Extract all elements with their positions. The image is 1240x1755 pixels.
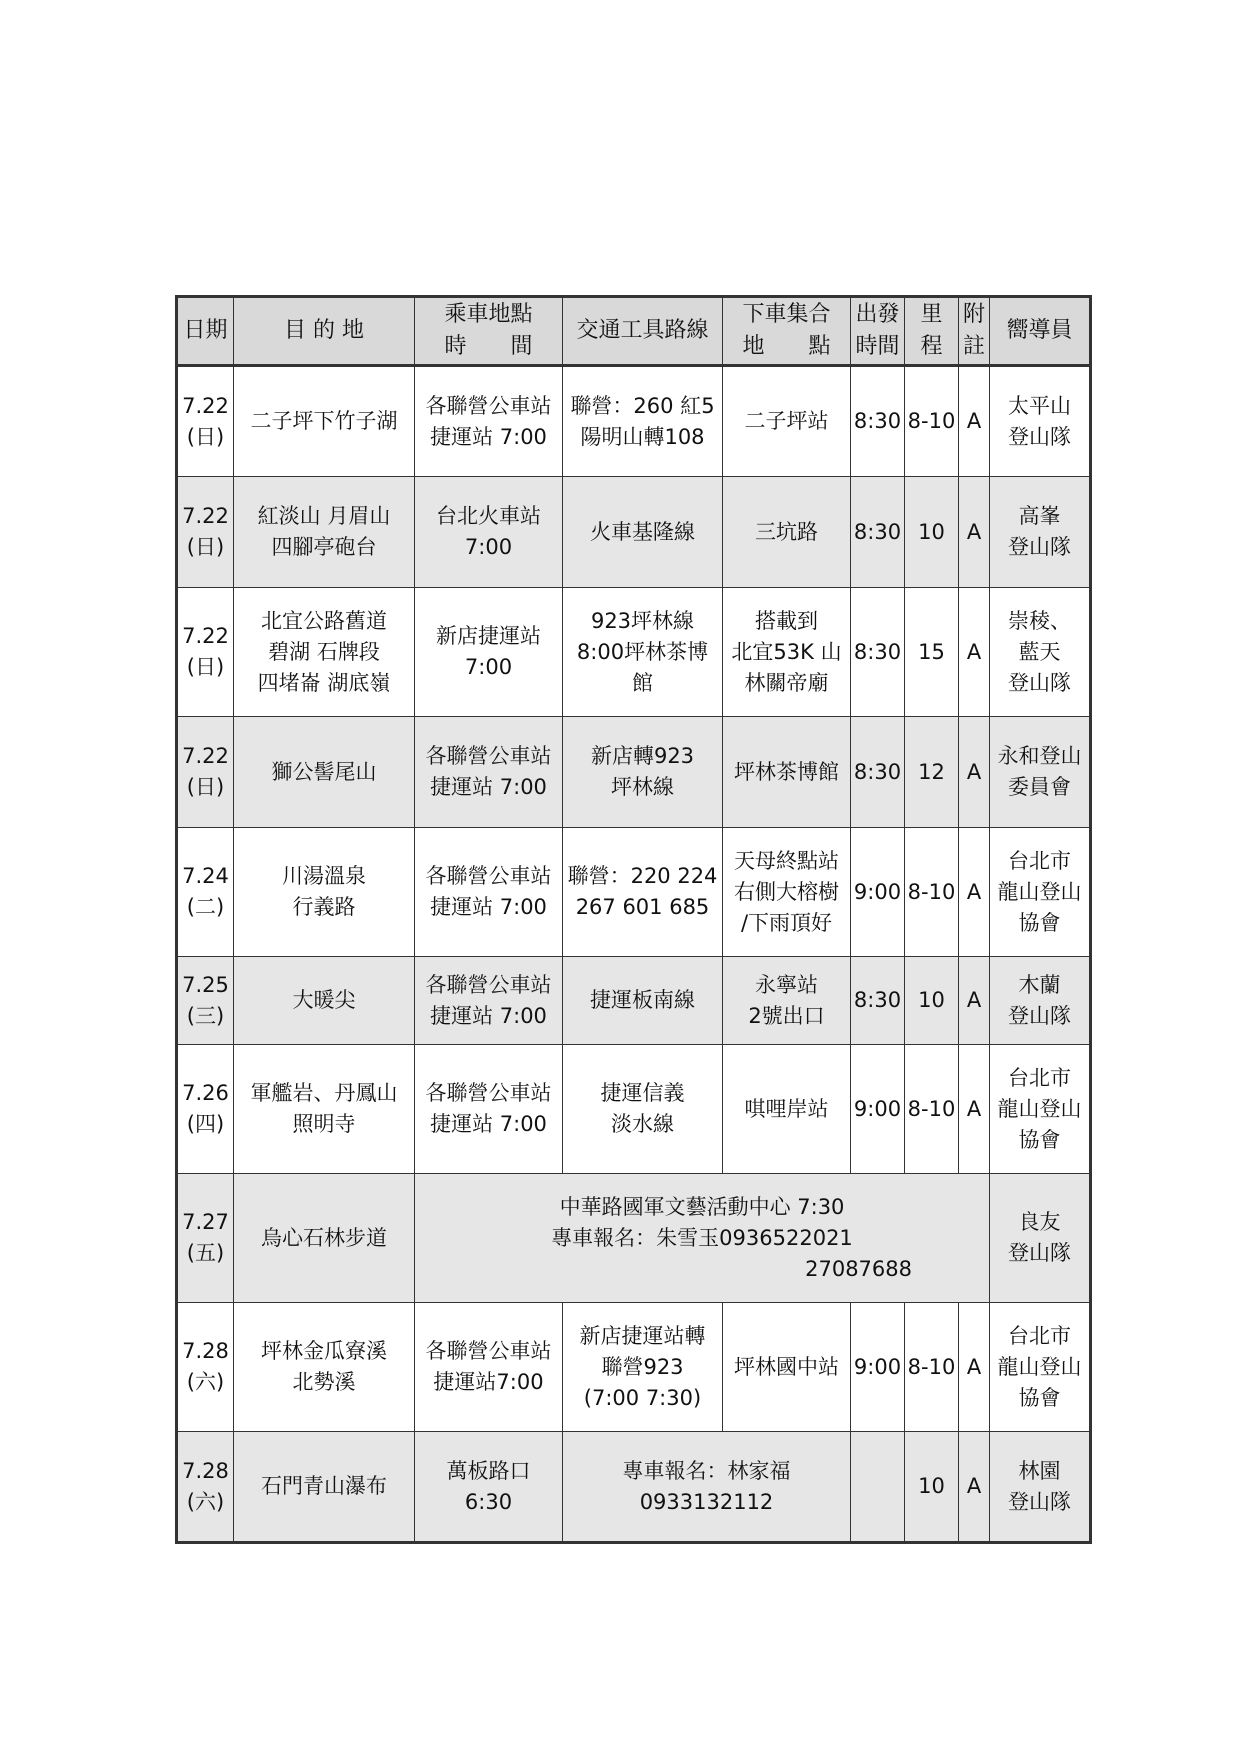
depart-cell-value: 8:30 [853,409,902,433]
distance-cell [905,828,959,957]
depart-cell-value: 8:30 [853,759,902,784]
distance-cell-value: 8-10 [907,409,956,433]
leader-cell-line: 龍山登山 [997,879,1082,904]
weekday-value: (日) [186,655,225,679]
transport-cell-line: 捷運信義 [600,1081,685,1105]
leader-cell-line: 藍天 [1018,639,1061,664]
date-cell [177,717,234,828]
gathering-cell-line: /下雨頂好 [740,910,833,935]
header-depart-line1: 出發 [855,302,900,327]
leader-cell-line: 台北市 [1008,1323,1071,1348]
table-row [177,957,1091,1045]
date-cell [177,1303,234,1432]
gathering-cell-line: 坪林國中站 [734,1354,839,1379]
header-gathering-line2: 地 點 [742,334,831,359]
date-cell [177,477,234,588]
boarding-cell-line: 各聯營公車站 [425,1339,552,1363]
gathering-cell [723,828,851,957]
schedule-body [177,366,1091,1543]
transport-cell [563,1303,723,1432]
header-destination [234,297,415,366]
weekday-value: (六) [186,1489,225,1514]
destination-cell-line: 坪林金瓜寮溪 [261,1339,387,1363]
merged-transport-cell-line: 專車報名：林家福 [622,1458,791,1483]
boarding-cell-line: 台北火車站 [436,504,541,528]
depart-cell-value: 9:00 [853,1354,902,1379]
leader-cell [990,957,1091,1045]
depart-cell-value: 8:30 [853,519,902,544]
leader-cell-line: 龍山登山 [997,1096,1082,1121]
header-gathering-line1: 下車集合 [742,302,831,327]
destination-cell [234,957,415,1045]
distance-cell-value: 12 [918,759,945,784]
merged-info-cell-line: 27087688 [805,1256,912,1281]
boarding-cell-line: 新店捷運站 [436,624,541,648]
note-cell-value: A [966,519,982,544]
weekday-value: (日) [186,775,225,799]
date-cell [177,366,234,477]
distance-cell-value: 15 [918,639,945,664]
destination-cell-line: 四腳亭砲台 [271,535,377,559]
depart-cell [851,477,905,588]
leader-cell-line: 委員會 [1008,775,1071,799]
merged-info-cell-line: 專車報名：朱雪玉0936522021 [551,1225,853,1250]
boarding-cell [415,717,563,828]
leader-cell-line: 登山隊 [1008,1003,1071,1028]
note-cell-value: A [966,1474,982,1498]
transport-cell-line: 火車基隆線 [590,519,695,544]
transport-cell-line: 聯營：220 224 [567,864,718,888]
destination-cell-line: 烏心石林步道 [261,1225,387,1250]
destination-cell [234,1045,415,1174]
leader-cell [990,1303,1091,1432]
boarding-cell-line: 萬板路口 [446,1458,531,1483]
destination-cell-line: 川湯溫泉 [282,864,366,888]
boarding-cell [415,1432,563,1543]
header-boarding-line2: 時 間 [444,334,533,359]
leader-cell-line: 永和登山 [997,744,1082,768]
depart-cell [851,1303,905,1432]
date-value: 7.25 [182,972,229,997]
destination-cell [234,1174,415,1303]
leader-cell [990,477,1091,588]
destination-cell-line: 紅淡山 月眉山 [257,504,391,528]
destination-cell [234,477,415,588]
gathering-cell-line: 坪林茶博館 [734,759,839,784]
header-gathering [723,297,851,366]
merged-info-cell [415,1174,990,1303]
boarding-cell-line: 捷運站 7:00 [430,1003,547,1028]
note-cell [959,1432,990,1543]
leader-cell-line: 協會 [1018,1127,1061,1152]
distance-cell [905,588,959,717]
depart-cell-value: 8:30 [853,639,902,664]
date-value: 7.22 [182,393,229,418]
gathering-cell [723,1303,851,1432]
header-date [177,297,234,366]
leader-cell [990,366,1091,477]
gathering-cell-line: 北宜53K 山 [731,639,842,664]
transport-cell-line: 新店捷運站轉 [579,1323,706,1348]
destination-cell-line: 二子坪下竹子湖 [250,409,398,433]
transport-cell-line: 坪林線 [611,775,674,799]
leader-cell [990,588,1091,717]
gathering-cell-line: 林關帝廟 [744,670,829,695]
leader-cell [990,717,1091,828]
distance-cell-value: 10 [918,1474,945,1498]
note-cell-value: A [966,759,982,784]
note-cell [959,717,990,828]
depart-cell-value: 8:30 [853,988,902,1012]
date-value: 7.27 [182,1210,229,1234]
destination-cell [234,717,415,828]
distance-cell-value: 10 [918,988,945,1012]
depart-cell [851,588,905,717]
date-cell [177,588,234,717]
boarding-cell [415,828,563,957]
leader-cell-line: 登山隊 [1008,1489,1071,1514]
header-note [959,297,990,366]
note-cell-value: A [966,988,982,1012]
gathering-cell [723,477,851,588]
boarding-cell [415,957,563,1045]
leader-cell-line: 登山隊 [1008,424,1071,449]
leader-cell-line: 台北市 [1008,1065,1071,1090]
distance-cell [905,957,959,1045]
note-cell-value: A [966,639,982,664]
leader-cell [990,1432,1091,1543]
transport-cell-line: (7:00 7:30) [583,1385,702,1410]
destination-cell [234,828,415,957]
note-cell [959,828,990,957]
boarding-cell [415,366,563,477]
boarding-cell-line: 6:30 [464,1489,513,1514]
table-row [177,1045,1091,1174]
gathering-cell [723,1045,851,1174]
leader-cell-line: 太平山 [1008,393,1071,418]
distance-cell-value: 10 [918,519,945,544]
date-cell [177,1174,234,1303]
table-row [177,1303,1091,1432]
gathering-cell [723,588,851,717]
gathering-cell-line: 搭載到 [755,608,818,633]
transport-cell-line: 聯營923 [601,1354,684,1379]
boarding-cell-line: 捷運站 7:00 [430,424,547,449]
transport-cell-line: 267 601 685 [575,895,710,919]
transport-cell [563,957,723,1045]
transport-cell-line: 陽明山轉108 [580,424,705,449]
boarding-cell [415,1303,563,1432]
destination-cell-line: 碧湖 石牌段 [268,639,380,664]
destination-cell-line: 軍艦岩、丹鳳山 [250,1081,398,1105]
destination-cell-line: 北勢溪 [292,1370,356,1394]
transport-cell [563,366,723,477]
depart-cell [851,717,905,828]
destination-cell-line: 四堵崙 湖底嶺 [257,670,391,695]
header-transport [563,297,723,366]
destination-cell [234,588,415,717]
leader-cell-line: 林園 [1018,1458,1061,1483]
gathering-cell-line: 2號出口 [748,1003,825,1028]
boarding-cell-line: 各聯營公車站 [425,393,552,418]
distance-cell-value: 8-10 [907,879,956,904]
table-row [177,1174,1091,1303]
gathering-cell-line: 天母終點站 [734,848,839,873]
destination-cell-line: 北宜公路舊道 [261,608,387,633]
destination-cell [234,1303,415,1432]
depart-cell [851,957,905,1045]
leader-cell-line: 台北市 [1008,848,1071,873]
boarding-cell [415,1045,563,1174]
header-boarding-line1: 乘車地點 [444,302,533,327]
header-note-line1: 附 [962,302,985,327]
leader-cell-line: 良友 [1018,1210,1061,1234]
transport-cell [563,477,723,588]
date-cell [177,1432,234,1543]
header-depart-line2: 時間 [855,334,900,359]
merged-transport-cell [563,1432,851,1543]
table-row [177,477,1091,588]
transport-cell [563,828,723,957]
note-cell [959,957,990,1045]
depart-cell-value: 9:00 [853,1096,902,1121]
gathering-cell-line: 唭哩岸站 [744,1096,829,1121]
note-cell-value: A [966,1354,982,1379]
boarding-cell-line: 捷運站 7:00 [430,895,547,919]
boarding-cell-line: 捷運站 7:00 [430,775,547,799]
leader-cell-line: 崇稜、 [1008,608,1071,633]
transport-cell-line: 捷運板南線 [590,988,695,1012]
table-row [177,828,1091,957]
distance-cell [905,1045,959,1174]
gathering-cell-line: 二子坪站 [744,409,829,433]
leader-cell-line: 高峯 [1018,504,1061,528]
boarding-cell-line: 捷運站 7:00 [430,1112,547,1136]
date-value: 7.22 [182,624,229,648]
boarding-cell-line: 各聯營公車站 [425,1081,552,1105]
leader-cell [990,1045,1091,1174]
header-leader-label: 嚮導員 [1006,318,1073,343]
gathering-cell-line: 三坑路 [755,519,818,544]
distance-cell [905,1303,959,1432]
boarding-cell-line: 7:00 [464,535,513,559]
note-cell-value: A [966,1096,982,1121]
leader-cell [990,828,1091,957]
leader-cell-line: 協會 [1018,1385,1061,1410]
weekday-value: (四) [186,1112,225,1136]
date-cell [177,957,234,1045]
header-date-label: 日期 [183,318,228,343]
date-value: 7.28 [182,1339,229,1363]
gathering-cell-line: 永寧站 [755,972,818,997]
boarding-cell [415,588,563,717]
boarding-cell-line: 7:00 [464,655,513,679]
distance-cell-value: 8-10 [907,1096,956,1121]
weekday-value: (二) [186,895,225,919]
weekday-value: (三) [186,1003,225,1028]
depart-cell [851,366,905,477]
note-cell [959,588,990,717]
destination-cell-line: 大暖尖 [292,988,356,1012]
date-cell [177,828,234,957]
leader-cell-line: 協會 [1018,910,1061,935]
destination-cell-line: 照明寺 [292,1112,356,1136]
header-distance-line1: 里 [920,302,943,327]
gathering-cell [723,366,851,477]
table-row [177,717,1091,828]
leader-cell-line: 木蘭 [1018,972,1061,997]
boarding-cell-line: 各聯營公車站 [425,744,552,768]
boarding-cell-line: 各聯營公車站 [425,864,552,888]
gathering-cell-line: 右側大榕樹 [734,879,839,904]
table-row [177,366,1091,477]
merged-transport-cell-line: 0933132112 [639,1489,774,1514]
table-row [177,588,1091,717]
gathering-cell [723,717,851,828]
depart-cell [851,1432,905,1543]
date-value: 7.22 [182,504,229,528]
date-value: 7.28 [182,1458,229,1483]
transport-cell-line: 新店轉923 [590,744,695,768]
transport-cell [563,588,723,717]
note-cell [959,477,990,588]
gathering-cell [723,957,851,1045]
leader-cell-line: 登山隊 [1008,535,1071,559]
transport-cell-line: 館 [632,670,653,695]
boarding-cell-line: 各聯營公車站 [425,972,552,997]
leader-cell-line: 登山隊 [1008,670,1071,695]
destination-cell-line: 石門青山瀑布 [261,1474,387,1498]
note-cell [959,1045,990,1174]
destination-cell [234,1432,415,1543]
header-leader [990,297,1091,366]
header-row [177,297,1091,366]
boarding-cell [415,477,563,588]
leader-cell [990,1174,1091,1303]
leader-cell-line: 登山隊 [1008,1241,1071,1265]
header-depart [851,297,905,366]
note-cell [959,1303,990,1432]
destination-cell-line: 行義路 [292,895,356,919]
date-value: 7.26 [182,1081,229,1105]
depart-cell-value: 9:00 [853,879,902,904]
destination-cell-line: 獅公髻尾山 [271,759,377,784]
leader-cell-line: 龍山登山 [997,1354,1082,1379]
transport-cell [563,1045,723,1174]
distance-cell [905,1432,959,1543]
transport-cell-line: 923坪林線 [590,608,695,633]
hiking-schedule-table [175,295,1092,1544]
transport-cell-line: 淡水線 [611,1112,674,1136]
header-destination-label: 目 的 地 [284,318,364,343]
depart-cell [851,1045,905,1174]
date-cell [177,1045,234,1174]
boarding-cell-line: 捷運站7:00 [433,1370,544,1394]
weekday-value: (日) [186,424,225,449]
table-row [177,1432,1091,1543]
note-cell-value: A [966,879,982,904]
transport-cell-line: 聯營：260 紅5 [570,393,715,418]
header-boarding [415,297,563,366]
transport-cell [563,717,723,828]
weekday-value: (六) [186,1370,225,1394]
depart-cell [851,828,905,957]
distance-cell [905,477,959,588]
transport-cell-line: 8:00坪林茶博 [576,639,709,664]
header-distance [905,297,959,366]
distance-cell [905,366,959,477]
date-value: 7.24 [182,864,229,888]
note-cell [959,366,990,477]
note-cell-value: A [966,409,982,433]
header-note-line2: 註 [962,334,985,359]
header-distance-line2: 程 [920,334,943,359]
distance-cell-value: 8-10 [907,1354,956,1379]
merged-info-cell-line: 中華路國軍文藝活動中心 7:30 [559,1194,845,1219]
header-transport-label: 交通工具路線 [576,318,709,343]
distance-cell [905,717,959,828]
weekday-value: (五) [186,1241,225,1265]
destination-cell [234,366,415,477]
date-value: 7.22 [182,744,229,768]
weekday-value: (日) [186,535,225,559]
